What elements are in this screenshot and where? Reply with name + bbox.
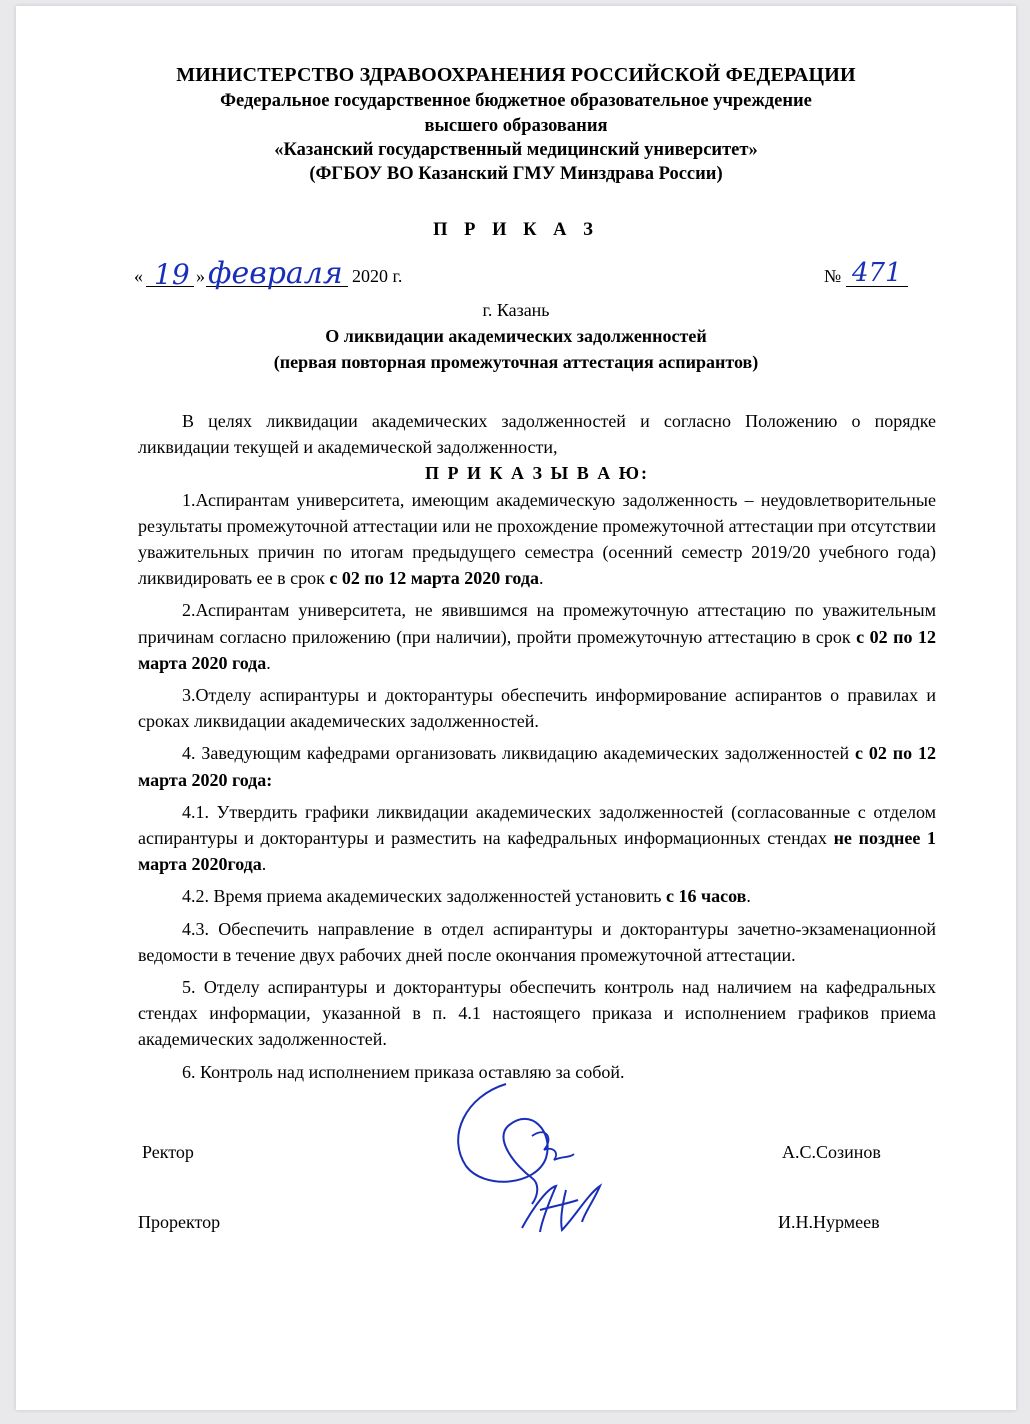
number-sign: № [824,266,842,286]
prorector-title: Проректор [138,1212,221,1232]
document-number [824,260,924,300]
university-abbr: (ФГБОУ ВО Казанский ГМУ Минздрава России) [309,164,723,184]
date-day-handwritten: 19 [154,258,190,291]
item-4-2: 4.2. Время приема академических задолженностей установить с 16 часов. [182,886,751,907]
order-word: П Р И К А З Ы В А Ю: [425,463,649,484]
ministry-title: МИНИСТЕРСТВО ЗДРАВООХРАНЕНИЯ РОССИЙСКОЙ ФЕДЕРАЦИИ [176,64,856,86]
date-year: 2020 г. [352,266,403,286]
education-level-line: высшего образования [424,116,608,136]
order-subject-line2: (первая повторная промежуточная аттестация аспирантов) [273,352,759,372]
item-4: 4. Заведующим кафедрами организовать ликвидацию академических задолженностей с 02 по 12 марта 2020 года: [138,743,936,790]
prorector-name: И.Н.Нурмеев [778,1212,880,1232]
date-open-quote: « [134,266,143,286]
university-name: «Казанский государственный медицинский университет» [274,140,758,160]
order-body [138,408,936,1085]
document-type-title: П Р И К А З [433,220,599,240]
document-date [134,256,434,300]
order-subject-line1: О ликвидации академических задолженностей [325,326,707,346]
intro-paragraph: В целях ликвидации академических задолженностей и согласно Положению о порядке ликвидации текущей и академической задолженности, [138,411,936,458]
item-5: 5. Отделу аспирантуры и докторантуры обеспечить контроль над наличием на кафедральных стендах информации, указанной в п. 4.1 настоящего приказа и исполнением графиков приема академических задолженностей. [138,977,936,1050]
item-2: 2.Аспирантам университета, не явившимся на промежуточную аттестацию по уважительным причинам согласно приложению (при наличии), пройти промежуточную аттестацию в срок с 02 по 12 марта 2020 года. [138,600,936,673]
number-handwritten: 471 [852,258,902,288]
rector-name: А.С.Созинов [782,1142,881,1162]
item-3: 3.Отделу аспирантуры и докторантуры обеспечить информирование аспирантов о правилах и сроках ликвидации академических задолженностей. [138,685,936,732]
date-month-handwritten: февраля [208,256,343,291]
prorector-signature [504,1166,624,1246]
rector-title: Ректор [142,1142,194,1162]
date-close-quote: » [196,266,205,286]
document-page [16,6,1016,1410]
item-6: 6. Контроль над исполнением приказа оставляю за собой. [182,1061,625,1082]
institution-type-line: Федеральное государственное бюджетное образовательное учреждение [220,91,812,111]
item-4-3: 4.3. Обеспечить направление в отдел аспирантуры и докторантуры зачетно-экзаменационной ведомости в течение двух рабочих дней после окончания промежуточной аттестации. [138,918,936,965]
city: г. Казань [482,300,550,320]
item-4-1: 4.1. Утвердить графики ликвидации академических задолженностей (согласованные с отделом аспирантуры и докторантуры и разместить на кафедральных информационных стендах не позднее 1 марта 2020года. [138,801,936,875]
item-1: 1.Аспирантам университета, имеющим академическую задолженность – неудовлетворительные результаты промежуточной аттестации или не прохождение промежуточной аттестации при отсутствии уважительных причин по итогам предыдущего семестра (осенний семестр 2019/20 учебного года) ликвидировать ее в срок с 02 по 12 марта 2020 года. [138,489,936,589]
